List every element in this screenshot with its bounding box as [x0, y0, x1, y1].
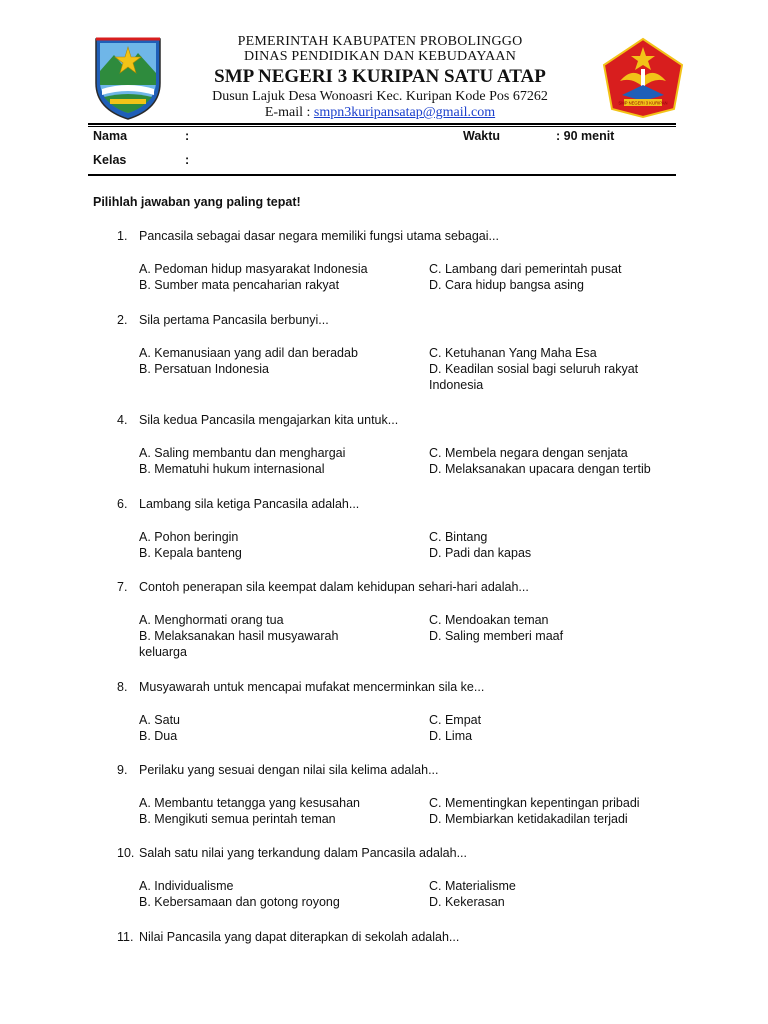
option-a: A. Membantu tetangga yang kesusahan	[139, 796, 360, 810]
option-d: D. Membiarkan ketidakadilan terjadi	[429, 812, 628, 826]
option-b: B. Dua	[139, 729, 178, 743]
department-line: DINAS PENDIDIKAN DAN KEBUDAYAAN	[243, 49, 517, 64]
option-a: A. Pedoman hidup masyarakat Indonesia	[139, 262, 368, 276]
option-a: A. Satu	[139, 713, 180, 727]
option-a: A. Individualisme	[139, 879, 234, 893]
nama-colon: :	[185, 129, 190, 143]
option-d: D. Keadilan sosial bagi seluruh rakyat Indonesia	[429, 362, 639, 392]
option-a: A. Kemanusiaan yang adil dan beradab	[139, 346, 358, 360]
kelas-colon: :	[185, 153, 190, 167]
header-divider	[88, 123, 676, 125]
option-a: A. Menghormati orang tua	[139, 613, 284, 627]
question-text: Sila kedua Pancasila mengajarkan kita untuk...	[139, 413, 399, 427]
regency-emblem-icon	[92, 33, 164, 121]
question-number: 2.	[117, 313, 128, 327]
header-divider-thin	[88, 126, 676, 127]
identity-divider	[88, 174, 676, 176]
option-c: C. Bintang	[429, 530, 488, 544]
nama-label: Nama	[93, 129, 128, 143]
option-b: B. Persatuan Indonesia	[139, 362, 269, 376]
school-address: Dusun Lajuk Desa Wonoasri Kec. Kuripan Kode Pos 67262	[212, 89, 548, 104]
letterhead	[170, 34, 590, 121]
option-a: A. Pohon beringin	[139, 530, 239, 544]
option-c: C. Materialisme	[429, 879, 516, 893]
option-c: C. Ketuhanan Yang Maha Esa	[429, 346, 597, 360]
option-c: C. Membela negara dengan senjata	[429, 446, 628, 460]
question-text: Nilai Pancasila yang dapat diterapkan di sekolah adalah...	[139, 930, 460, 944]
option-c: C. Empat	[429, 713, 482, 727]
question-text: Lambang sila ketiga Pancasila adalah...	[139, 497, 360, 511]
waktu-label: Waktu	[463, 129, 501, 143]
question-text: Perilaku yang sesuai dengan nilai sila kelima adalah...	[139, 763, 439, 777]
school-emblem-icon	[602, 37, 684, 119]
option-b: B. Melaksanakan hasil musyawarah keluarga	[139, 629, 339, 659]
question-number: 11.	[117, 930, 134, 944]
question-text: Sila pertama Pancasila berbunyi...	[139, 313, 329, 327]
option-c: C. Mementingkan kepentingan pribadi	[429, 796, 640, 810]
option-d: D. Padi dan kapas	[429, 546, 532, 560]
email-line	[170, 105, 590, 121]
email-label: E-mail :	[264, 105, 311, 120]
option-b: B. Mengikuti semua perintah teman	[139, 812, 336, 826]
option-b: B. Sumber mata pencaharian rakyat	[139, 278, 340, 292]
option-d: D. Kekerasan	[429, 895, 505, 909]
question-number: 10.	[117, 846, 135, 860]
question-number: 4.	[117, 413, 128, 427]
waktu-value: : 90 menit	[556, 129, 615, 143]
question-text: Musyawarah untuk mencapai mufakat mencerminkan sila ke...	[139, 680, 485, 694]
school-name: SMP NEGERI 3 KURIPAN SATU ATAP	[214, 66, 546, 87]
government-line: PEMERINTAH KABUPATEN PROBOLINGGO	[237, 34, 523, 49]
question-number: 1.	[117, 229, 128, 243]
question-number: 6.	[117, 497, 128, 511]
option-b: B. Kepala banteng	[139, 546, 242, 560]
question-number: 9.	[117, 763, 128, 777]
option-d: D. Melaksanakan upacara dengan tertib	[429, 462, 651, 476]
option-d: D. Lima	[429, 729, 473, 743]
instruction: Pilihlah jawaban yang paling tepat!	[93, 195, 301, 209]
kelas-label: Kelas	[93, 153, 127, 167]
option-c: C. Lambang dari pemerintah pusat	[429, 262, 622, 276]
question-number: 7.	[117, 580, 128, 594]
option-d: D. Cara hidup bangsa asing	[429, 278, 584, 292]
question-text: Salah satu nilai yang terkandung dalam Pancasila adalah...	[139, 846, 467, 860]
question-text: Contoh penerapan sila keempat dalam kehidupan sehari-hari adalah...	[139, 580, 529, 594]
option-b: B. Mematuhi hukum internasional	[139, 462, 325, 476]
option-b: B. Kebersamaan dan gotong royong	[139, 895, 340, 909]
email-link[interactable]: smpn3kuripansatap@gmail.com	[313, 105, 496, 120]
question-number: 8.	[117, 680, 128, 694]
school-emblem-text: SMP NEGERI 3 KURIPAN	[618, 100, 668, 106]
option-a: A. Saling membantu dan menghargai	[139, 446, 346, 460]
option-d: D. Saling memberi maaf	[429, 629, 564, 643]
question-text: Pancasila sebagai dasar negara memiliki fungsi utama sebagai...	[139, 229, 499, 243]
option-c: C. Mendoakan teman	[429, 613, 549, 627]
